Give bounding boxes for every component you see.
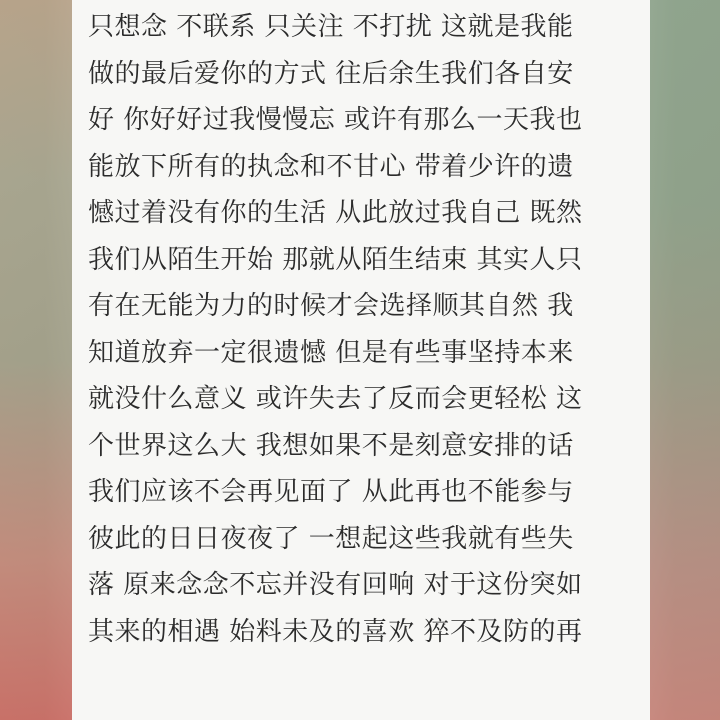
- text-line: 做的最后爱你的方式 往后余生我们各自安: [88, 58, 574, 89]
- blurred-background-right: [650, 0, 720, 720]
- text-line: 好 你好好过我慢慢忘 或许有那么一天我也: [88, 105, 583, 135]
- text-line: 只想念 不联系 只关注 不打扰 这就是我能: [88, 12, 574, 42]
- text-line: 我们应该不会再见面了 从此再也不能参与: [88, 477, 574, 507]
- text-line: 落 原来念念不忘并没有回响 对于这份突如: [88, 570, 583, 600]
- text-line: 知道放弃一定很遗憾 但是有些事坚持本来: [88, 337, 574, 368]
- blurred-background-left: [0, 0, 72, 720]
- text-line: 能放下所有的执念和不甘心 带着少许的遗: [88, 151, 574, 182]
- text-line: 有在无能为力的时候才会选择顺其自然 我: [88, 291, 574, 321]
- text-card: [72, 0, 650, 720]
- text-line: 我们从陌生开始 那就从陌生结束 其实人只: [88, 244, 583, 275]
- text-line: 个世界这么大 我想如果不是刻意安排的话: [88, 430, 574, 461]
- text-line: 彼此的日日夜夜了 一想起这些我就有些失: [88, 523, 574, 554]
- body-text: [88, 4, 640, 655]
- text-line: 憾过着没有你的生活 从此放过我自己 既然: [88, 198, 583, 228]
- text-line: 其来的相遇 始料未及的喜欢 猝不及防的再: [88, 616, 583, 647]
- text-line: 就没什么意义 或许失去了反而会更轻松 这: [88, 384, 583, 414]
